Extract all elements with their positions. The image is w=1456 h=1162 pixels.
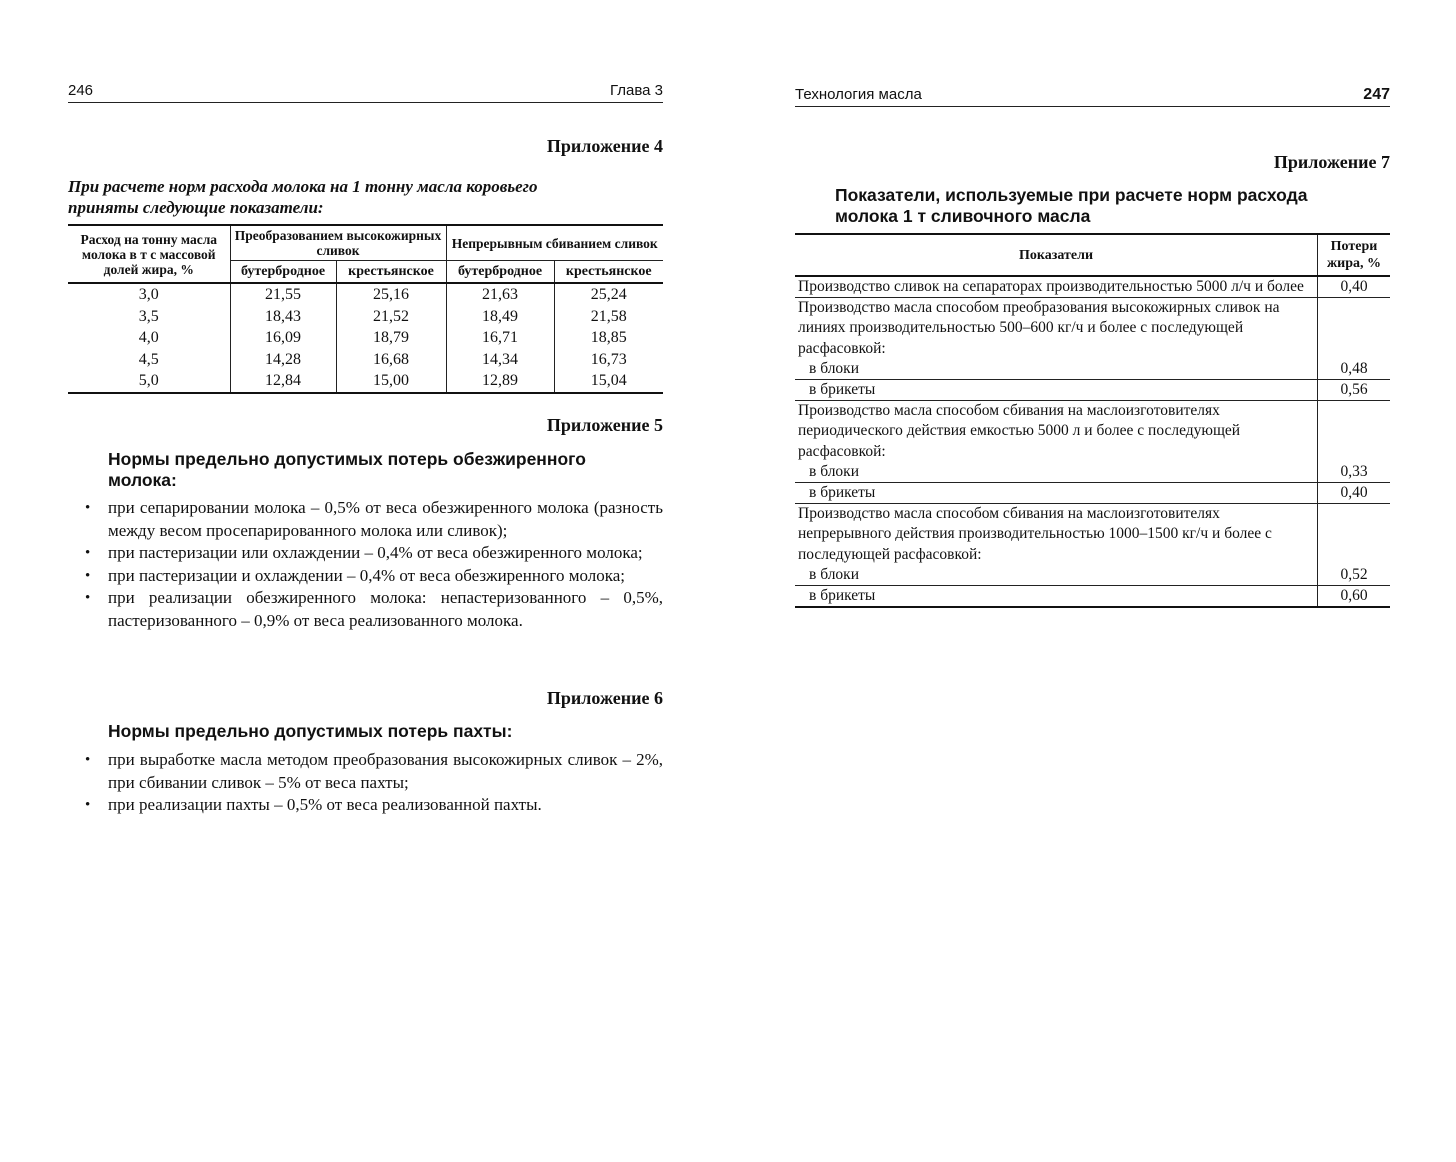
fat-loss-table — [795, 233, 1390, 608]
list-item: • при пастеризации и охлаждении – 0,4% от веса обезжиренного молока; — [68, 565, 663, 588]
table-row: 4,5 14,28 16,68 14,34 16,73 — [68, 349, 663, 371]
appendix-4-label: Приложение 4 — [546, 136, 663, 156]
table-row: Производство сливок на сепараторах производительностью 5000 л/ч и более 0,40 — [795, 276, 1390, 298]
subheader: бутербродное — [446, 261, 554, 284]
running-header — [795, 86, 1390, 107]
table-row: в блоки 0,33 — [795, 462, 1390, 483]
table-row: Производство масла способом сбивания на маслоизготовителях периодического действия емкостью 5000 л и более с последующей расфасовкой: — [795, 401, 1390, 462]
list-item: • при реализации пахты – 0,5% от веса реализованной пахты. — [68, 794, 663, 817]
table-header-indicators: Показатели — [795, 234, 1318, 276]
chapter-title: Технология масла — [795, 86, 922, 103]
bullet-icon: • — [85, 500, 91, 516]
bullet-icon: • — [85, 752, 91, 768]
table-row: 3,5 18,43 21,52 18,49 21,58 — [68, 306, 663, 328]
running-header — [68, 82, 663, 103]
skim-milk-loss-list — [68, 497, 663, 632]
table-header-fat-loss: Потери жира, % — [1318, 234, 1391, 276]
table-row: в брикеты 0,60 — [795, 586, 1390, 608]
buttermilk-loss-list — [68, 749, 663, 817]
table-row: 4,0 16,09 18,79 16,71 18,85 — [68, 327, 663, 349]
appendix-4-intro: При расчете норм расхода молока на 1 тонну масла коровьего приняты следующие показатели: — [68, 177, 538, 217]
table-header-fat: Расход на тонну масла молока в т с массовой долей жира, % — [68, 225, 230, 283]
table-row: в брикеты 0,40 — [795, 483, 1390, 504]
list-item: • при выработке масла методом преобразования высокожирных сливок – 2%, при сбивании сливок – 5% от веса пахты; — [85, 750, 663, 792]
bullet-icon: • — [85, 545, 91, 561]
list-item: • при пастеризации или охлаждении – 0,4% от веса обезжиренного молока; — [68, 542, 663, 565]
page-number: 247 — [1363, 86, 1390, 103]
table-header-group-2: Непрерывным сбиванием сливок — [446, 225, 663, 261]
table-row: Производство масла способом сбивания на маслоизготовителях непрерывного действия производительностью 1000–1500 кг/ч и более с последующей расфасовкой: — [795, 504, 1390, 565]
appendix-6-title: Нормы предельно допустимых потерь пахты: — [108, 721, 513, 741]
appendix-5-title: Нормы предельно допустимых потерь обезжиренного молока: — [108, 449, 586, 490]
subheader: крестьянское — [554, 261, 663, 284]
list-item: • при сепарировании молока – 0,5% от веса обезжиренного молока (разность между весом просепарированного молока или сливок); — [85, 498, 663, 540]
table-header-group-1: Преобразованием высокожирных сливок — [230, 225, 446, 261]
subheader: крестьянское — [336, 261, 446, 284]
bullet-icon: • — [85, 567, 91, 584]
appendix-5-label: Приложение 5 — [546, 415, 663, 435]
chapter-title: Глава 3 — [609, 82, 663, 99]
table-row: в блоки 0,48 — [795, 359, 1390, 380]
table-row: Производство масла способом преобразования высокожирных сливок на линиях производительностью 500–600 кг/ч и более с последующей расфасовкой: — [795, 298, 1390, 359]
appendix-7-label: Приложение 7 — [1273, 152, 1390, 172]
subheader: бутербродное — [230, 261, 336, 284]
table-row: 5,0 12,84 15,00 12,89 15,04 — [68, 370, 663, 393]
list-item: • при реализации обезжиренного молока: непастеризованного – 0,5%, пастеризованного – 0,9% от веса реализованного молока. — [85, 588, 663, 630]
appendix-7-title: Показатели, используемые при расчете норм расхода молока 1 т сливочного масла — [835, 185, 1308, 226]
table-row: в блоки 0,52 — [795, 565, 1390, 586]
table-row: 3,0 21,55 25,16 21,63 25,24 — [68, 283, 663, 306]
milk-consumption-table — [68, 224, 663, 394]
bullet-icon: • — [85, 590, 91, 606]
appendix-6-label: Приложение 6 — [546, 688, 663, 708]
page-number: 246 — [68, 82, 94, 99]
table-row: в брикеты 0,56 — [795, 380, 1390, 401]
bullet-icon: • — [85, 797, 91, 813]
